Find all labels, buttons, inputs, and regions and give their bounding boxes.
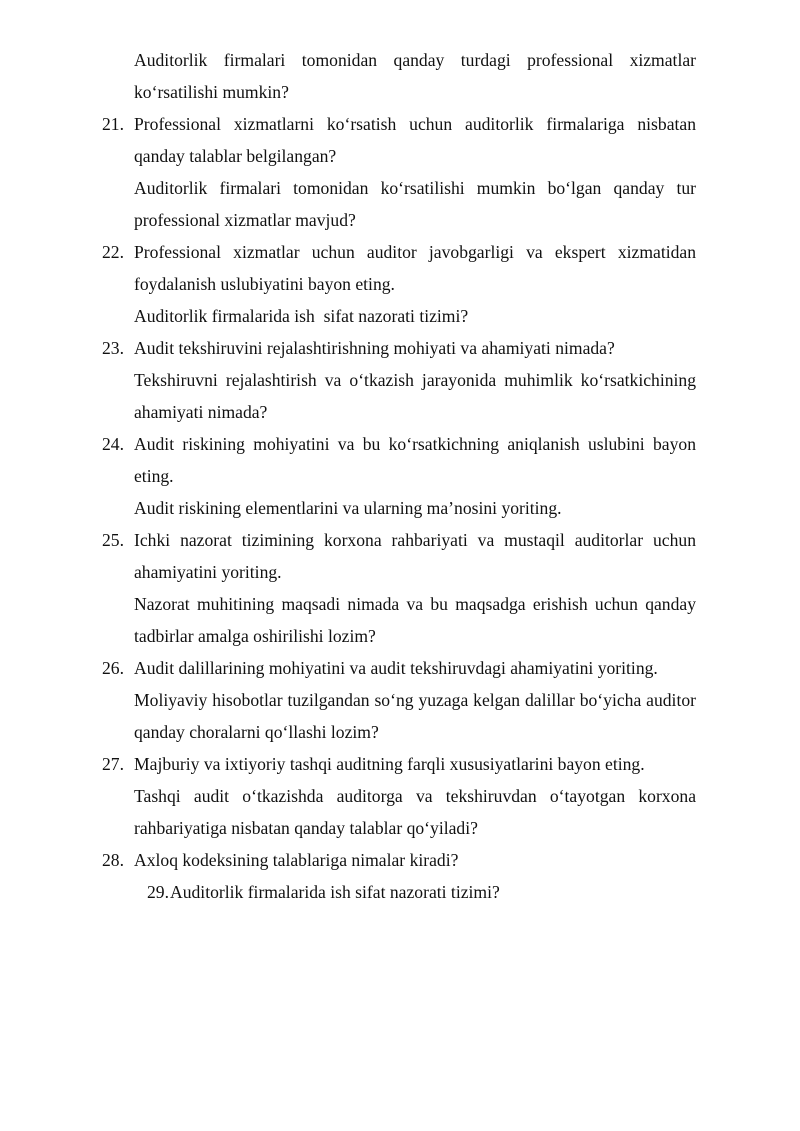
question-text: Audit tekshiruvini rejalashtirishning mohiyati va ahamiyati nimada?	[134, 338, 615, 358]
question-text: Audit riskining mohiyatini va bu ko‘rsatkichning aniqlanish uslubini bayon eting.	[134, 434, 696, 486]
question-number: 27.	[102, 754, 124, 774]
question-number: 24.	[102, 434, 124, 454]
question-number: 25.	[102, 530, 124, 550]
list-item	[102, 844, 696, 876]
list-item	[102, 524, 696, 652]
question-text: Majburiy va ixtiyoriy tashqi auditning farqli xususiyatlarini bayon eting.	[134, 754, 645, 774]
question-text: Professional xizmatlarni ko‘rsatish uchun auditorlik firmalariga nisbatan qanday talablar belgilangan?	[134, 114, 696, 166]
question-list	[102, 44, 696, 908]
question-text: Auditorlik firmalarida ish sifat nazorati tizimi?	[170, 882, 500, 902]
list-item	[102, 428, 696, 524]
list-item	[134, 44, 696, 108]
question-text: Nazorat muhitining maqsadi nimada va bu maqsadga erishish uchun qanday tadbirlar amalga oshirilishi lozim?	[134, 594, 696, 646]
question-text: Axloq kodeksining talablariga nimalar kiradi?	[134, 850, 459, 870]
question-number: 23.	[102, 338, 124, 358]
question-text: Ichki nazorat tizimining korxona rahbariyati va mustaqil auditorlar uchun ahamiyatini yoriting.	[134, 530, 696, 582]
question-text: Moliyaviy hisobotlar tuzilgandan so‘ng yuzaga kelgan dalillar bo‘yicha auditor qanday choralarni qo‘llashi lozim?	[134, 690, 696, 742]
list-item	[102, 332, 696, 428]
final-question	[147, 876, 696, 908]
list-item	[102, 108, 696, 236]
question-text: Audit dalillarining mohiyatini va audit tekshiruvdagi ahamiyatini yoriting.	[134, 658, 658, 678]
question-text: Auditorlik firmalari tomonidan qanday turdagi professional xizmatlar ko‘rsatilishi mumkin?	[134, 50, 696, 102]
question-text: Auditorlik firmalari tomonidan ko‘rsatilishi mumkin bo‘lgan qanday tur professional xizmatlar mavjud?	[134, 178, 696, 230]
list-item	[102, 748, 696, 844]
question-text: Audit riskining elementlarini va ularning ma’nosini yoriting.	[134, 498, 562, 518]
list-item	[134, 876, 696, 908]
question-text: Tekshiruvni rejalashtirish va o‘tkazish jarayonida muhimlik ko‘rsatkichining ahamiyati nimada?	[134, 370, 696, 422]
question-text: Professional xizmatlar uchun auditor javobgarligi va ekspert xizmatidan foydalanish uslubiyatini bayon eting.	[134, 242, 696, 294]
question-number: 21.	[102, 114, 124, 134]
question-number: 28.	[102, 850, 124, 870]
list-item	[102, 236, 696, 332]
question-text: Tashqi audit o‘tkazishda auditorga va tekshiruvdan o‘tayotgan korxona rahbariyatiga nisbatan qanday talablar qo‘yiladi?	[134, 786, 696, 838]
question-number: 22.	[102, 242, 124, 262]
list-item	[102, 652, 696, 748]
question-number: 26.	[102, 658, 124, 678]
question-text: Auditorlik firmalarida ish sifat nazorati tizimi?	[134, 306, 469, 326]
question-number: 29.	[147, 882, 169, 902]
